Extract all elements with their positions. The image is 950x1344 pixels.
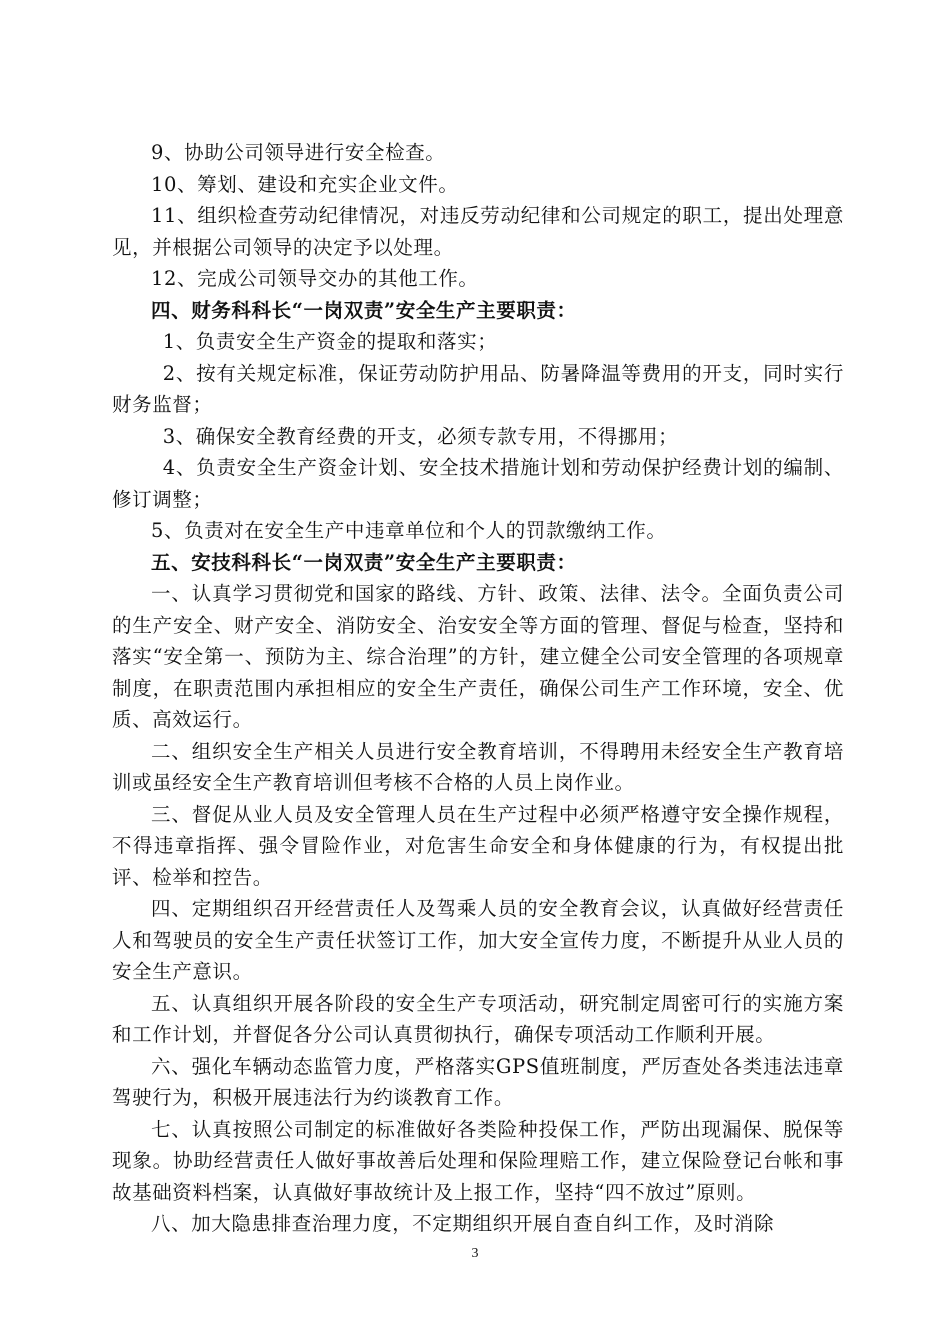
safety-duty-1: 一、认真学习贯彻党和国家的路线、方针、政策、法律、法令。全面负责公司的生产安全、财产安全、消防安全、治安安全等方面的管理、督促与检查，坚持和落实“安全第一、预防为主、综合治理”的方针，建立健全公司安全管理的各项规章制度，在职责范围内承担相应的安全生产责任，确保公司生产工作环境，安全、优质、高效运行。 bbox=[112, 582, 844, 731]
safety-duty-6: 六、强化车辆动态监管力度，严格落实GPS值班制度，严厉查处各类违法违章驾驶行为，积极开展违法行为约谈教育工作。 bbox=[112, 1054, 844, 1109]
safety-duty-8: 八、加大隐患排查治理力度，不定期组织开展自查自纠工作，及时消除 bbox=[151, 1212, 775, 1235]
finance-duty-4: 4、负责安全生产资金计划、安全技术措施计划和劳动保护经费计划的编制、修订调整； bbox=[112, 456, 844, 511]
safety-duty-4: 四、定期组织召开经营责任人及驾乘人员的安全教育会议，认真做好经营责任人和驾驶员的安全生产责任状签订工作，加大安全宣传力度，不断提升从业人员的安全生产意识。 bbox=[112, 897, 844, 983]
finance-duty-2: 2、按有关规定标准，保证劳动防护用品、防暑降温等费用的开支，同时实行财务监督； bbox=[112, 361, 844, 416]
finance-duty-3: 3、确保安全教育经费的开支，必须专款专用，不得挪用； bbox=[162, 424, 679, 448]
document-body bbox=[112, 137, 844, 1240]
paragraph-item-12: 12、完成公司领导交办的其他工作。 bbox=[151, 267, 479, 290]
safety-duty-5: 五、认真组织开展各阶段的安全生产专项活动，研究制定周密可行的实施方案和工作计划，并督促各分公司认真贯彻执行，确保专项活动工作顺利开展。 bbox=[112, 991, 844, 1046]
page-number: 3 bbox=[471, 1246, 479, 1261]
paragraph-item-9: 9、协助公司领导进行安全检查。 bbox=[151, 141, 446, 164]
safety-duty-3: 三、督促从业人员及安全管理人员在生产过程中必须严格遵守安全操作规程，不得违章指挥、强令冒险作业，对危害生命安全和身体健康的行为，有权提出批评、检举和控告。 bbox=[112, 802, 844, 889]
paragraph-item-11: 11、组织检查劳动纪律情况，对违反劳动纪律和公司规定的职工，提出处理意见，并根据公司领导的决定予以处理。 bbox=[112, 204, 844, 259]
safety-duty-7: 七、认真按照公司制定的标准做好各类险种投保工作，严防出现漏保、脱保等现象。协助经营责任人做好事故善后处理和保险理赔工作，建立保险登记台帐和事故基础资料档案，认真做好事故统计及上报工作，坚持“四不放过”原则。 bbox=[112, 1117, 844, 1204]
section-heading-safety: 五、安技科科长“一岗双责”安全生产主要职责： bbox=[151, 550, 577, 574]
section-heading-finance: 四、财务科科长“一岗双责”安全生产主要职责： bbox=[151, 298, 577, 322]
paragraph-item-10: 10、筹划、建设和充实企业文件。 bbox=[151, 172, 459, 196]
finance-duty-1: 1、负责安全生产资金的提取和落实； bbox=[162, 330, 498, 353]
safety-duty-2: 二、组织安全生产相关人员进行安全教育培训，不得聘用未经安全生产教育培训或虽经安全生产教育培训但考核不合格的人员上岗作业。 bbox=[112, 739, 844, 794]
finance-duty-5: 5、负责对在安全生产中违章单位和个人的罚款缴纳工作。 bbox=[151, 519, 667, 542]
